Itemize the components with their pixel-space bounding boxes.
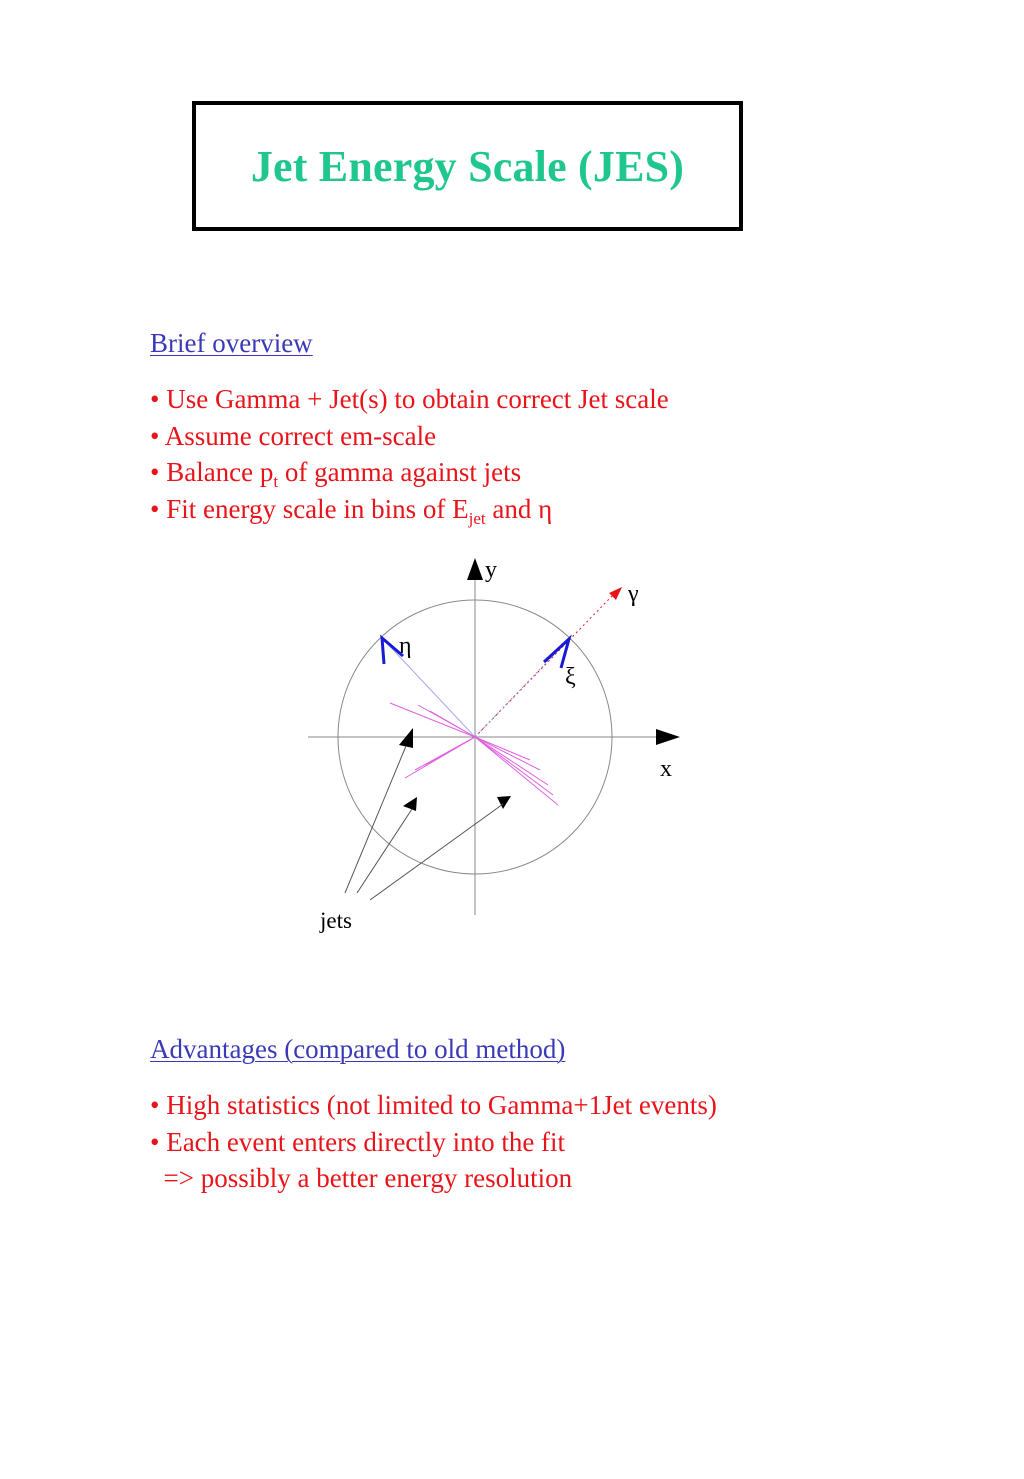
overview-bullet-2: • Assume correct em-scale — [150, 420, 437, 451]
overview-bullet-1: • Use Gamma + Jet(s) to obtain correct Jet scale — [150, 384, 669, 414]
advantages-line-3: => possibly a better energy resolution — [150, 1163, 573, 1193]
xi-label: ξ — [565, 664, 576, 690]
y-axis-arrowhead — [467, 558, 483, 580]
eta-label: η — [399, 633, 412, 659]
x-axis-label: x — [660, 756, 672, 782]
jet-balance-diagram — [295, 545, 715, 945]
title-box — [192, 101, 743, 231]
gamma-label: γ — [628, 581, 639, 607]
jet-arrowhead-2 — [403, 797, 417, 811]
jets-label: jets — [320, 908, 352, 933]
advantages-line-2: • Each event enters directly into the fit — [150, 1126, 566, 1157]
overview-heading: Brief overview — [150, 328, 313, 358]
advantages-heading: Advantages (compared to old method) — [150, 1034, 566, 1064]
overview-bullet-3: • Balance $p_t$ of gamma against jets — [150, 457, 522, 491]
overview-bullet-4: • Fit energy scale in bins of $E_{jet}$ and η — [150, 493, 553, 528]
jet-arrowhead-1 — [399, 728, 413, 748]
overview-bullets — [150, 381, 669, 527]
advantages-bullets — [150, 1087, 717, 1197]
y-axis-label: y — [485, 557, 497, 583]
jet-tracks — [390, 703, 558, 805]
eta-vector-line — [382, 638, 475, 737]
page-title: Jet Energy Scale (JES) — [250, 141, 685, 191]
advantages-line-1: • High statistics (not limited to Gamma+1Jet events) — [150, 1090, 717, 1120]
gamma-arrowhead — [609, 587, 622, 600]
x-axis-arrowhead — [656, 729, 680, 745]
